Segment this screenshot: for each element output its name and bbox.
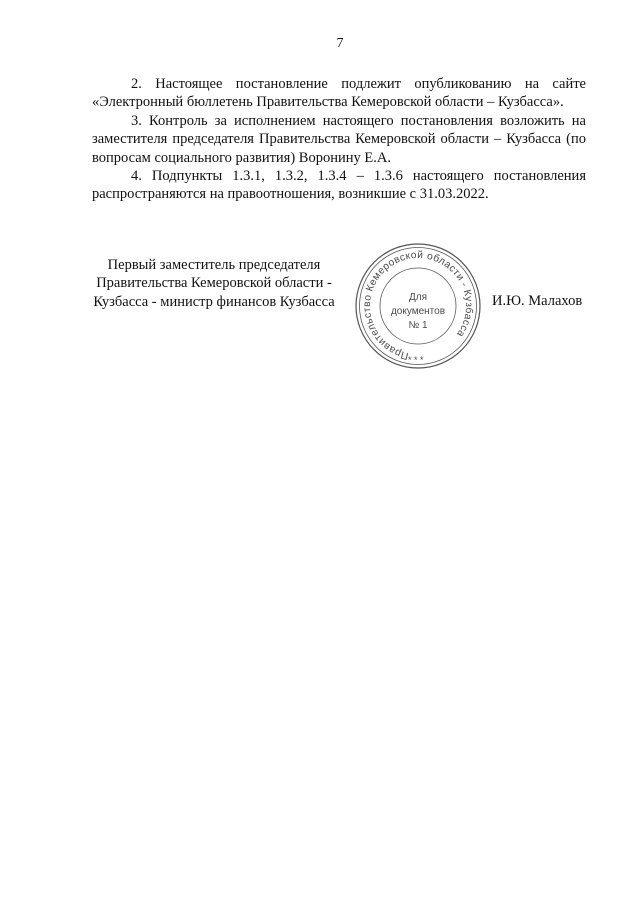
seal-center-line-2: документов [390,306,446,317]
paragraph-4-line-1: 4. Подпункты 1.3.1, 1.3.2, 1.3.4 – 1.3.6 настоящего постановления [131,168,586,185]
paragraph-2 [92,75,586,112]
signatory-name: И.Ю. Малахов [492,293,583,309]
paragraph-3-line-3: (по вопросам социального развития) Воронину Е.А. [92,131,586,166]
seal-ring-text: Правительство Кемеровской области - Кузбасса [361,249,475,362]
document-body [92,75,586,204]
signatory-position-line-1: Первый заместитель председателя [107,257,321,273]
paragraph-2-line-2: «Электронный бюллетень Правительства Кемеровской области – Кузбасса». [92,94,564,111]
paragraph-3-line-1: 3. Контроль за исполнением настоящего постановления возложить на [131,112,586,129]
paragraph-4 [92,167,586,204]
official-seal [354,242,482,370]
paragraph-2-line-1: 2. Настоящее постановление подлежит опубликованию на сайте [131,76,586,92]
seal-center-line-3: № 1 [408,320,428,331]
paragraph-4-line-2: распространяются на правоотношения, возникшие с 31.03.2022. [92,186,489,203]
signatory-position-line-3: Кузбасса - министр финансов Кузбасса [93,293,335,310]
signatory-position-line-2: Правительства Кемеровской области - [96,275,332,292]
paragraph-3 [92,112,586,167]
signatory-position [78,256,350,311]
page-number: 7 [336,36,344,51]
paragraph-3-line-2: заместителя председателя Правительства Кемеровской области – Кузбасса [92,131,562,148]
seal-stars: * * * [408,355,424,365]
seal-center-line-1: Для [408,292,428,303]
